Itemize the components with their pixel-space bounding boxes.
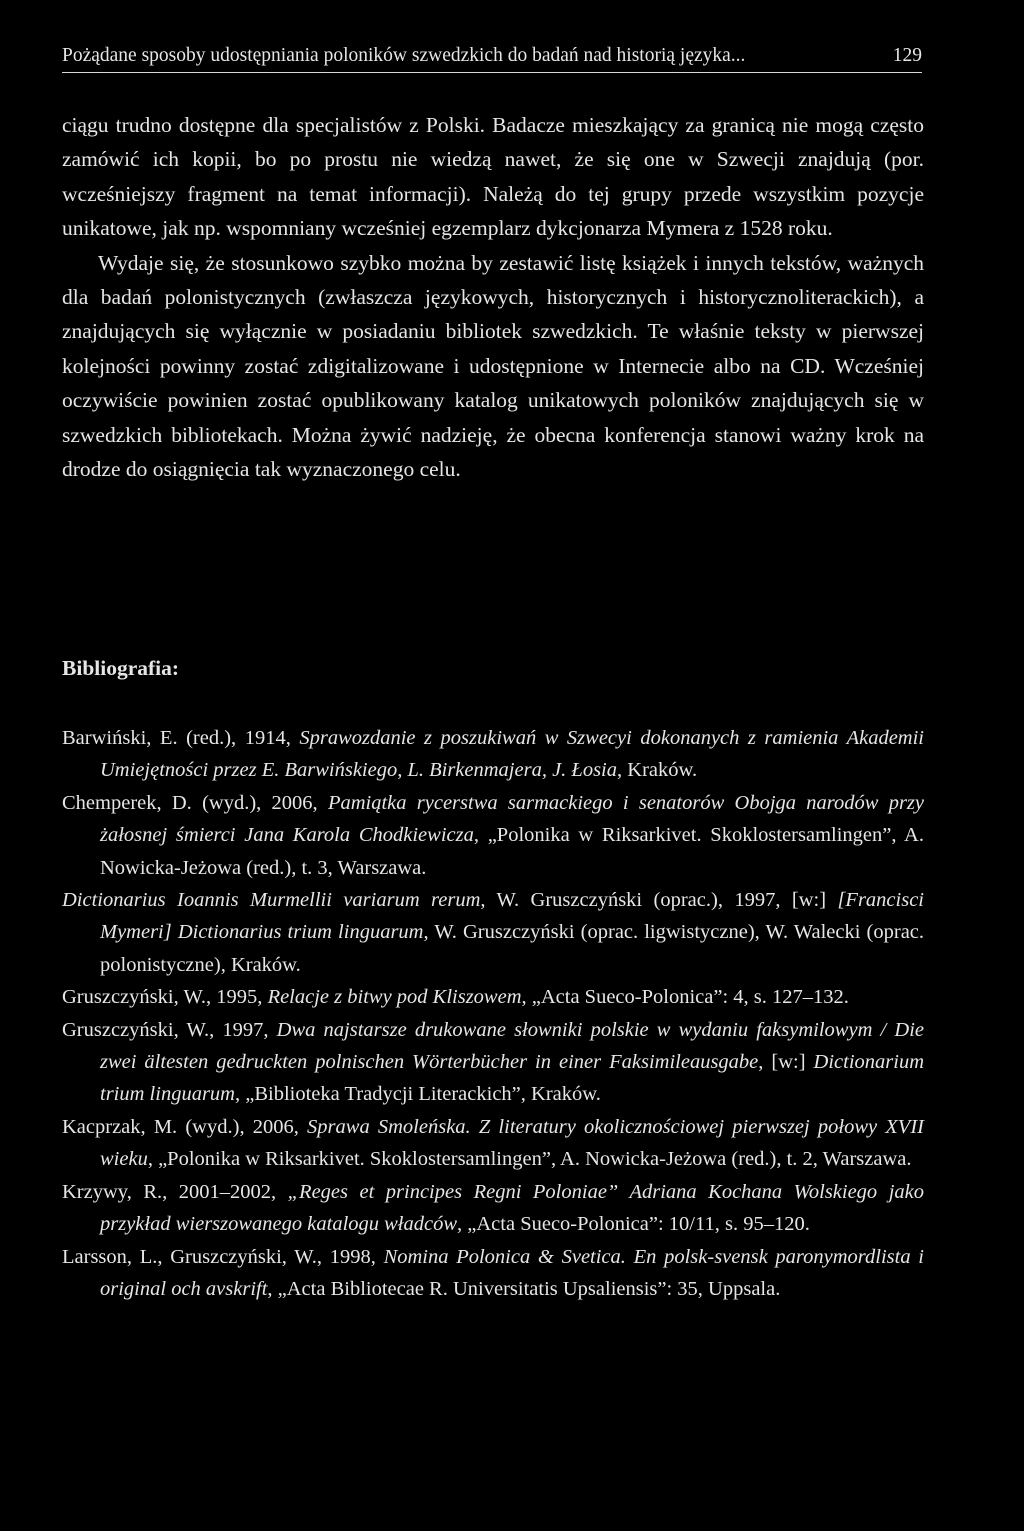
- entry-title-italic: [Francisci Mymeri] Dictionarius trium linguarum: [100, 889, 924, 944]
- entry-text: , [w:]: [758, 1051, 814, 1074]
- entry-text: , W. Gruszczyński (oprac.), 1997, [w:]: [480, 889, 838, 912]
- entry-title-italic: Sprawa Smoleńska. Z literatury okolicznościowej pierwszej połowy XVII wieku: [100, 1115, 924, 1171]
- entry-text: , „Acta Bibliotecae R. Universitatis Upsaliensis”: 35, Uppsala.: [267, 1277, 781, 1300]
- entry-text: Chemperek, D. (wyd.), 2006,: [62, 791, 328, 814]
- entry-title-italic: Nomina Polonica & Svetica. En polsk-svensk paronymordlista i original och avskrift: [100, 1245, 924, 1300]
- paragraph-continued: ciągu trudno dostępne dla specjalistów z Polski. Badacze mieszkający za granicą nie mogą często zamówić ich kopii, bo po prostu nie wiedzą nawet, że się one w Szwecji znajdują (por. wcześniejszy fragment na temat informacji). Należą do tej grupy przede wszystkim pozycje unikatowe, jak np. wspomniany wcześniej egzemplarz dykcjonarza Mymera z 1528 roku.: [62, 113, 924, 241]
- entry-text: , „Biblioteka Tradycji Literackich”, Kraków.: [234, 1083, 601, 1106]
- entry-text: , „Polonika w Riksarkivet. Skoklostersamlingen”, A. Nowicka-Jeżowa (red.), t. 2, Warszawa.: [147, 1148, 912, 1171]
- entry-text: Krzywy, R., 2001–2002,: [62, 1180, 288, 1203]
- bibliography-entry: [62, 981, 924, 1013]
- entry-text: Barwiński, E. (red.), 1914,: [62, 727, 300, 749]
- bibliography-entry: [62, 1241, 924, 1306]
- page-number: 129: [892, 45, 922, 66]
- entry-text: , „Acta Sueco-Polonica”: 4, s. 127–132.: [521, 986, 849, 1009]
- entry-title-italic: Pamiątka rycerstwa sarmackiego i senatorów Obojga narodów przy żałosnej śmierci Jana Karola Chodkiewicza: [100, 791, 924, 847]
- running-header: [62, 40, 922, 73]
- entry-text: , W. Gruszczyński (oprac. ligwistyczne), W. Walecki (oprac. polonistyczne), Kraków.: [100, 921, 925, 976]
- entry-text: Larsson, L., Gruszczyński, W., 1998,: [62, 1245, 384, 1268]
- entry-title-italic: Dwa najstarsze drukowane słowniki polskie w wydaniu faksymilowym / Die zwei ältesten gedruckten polnischen Wörterbücher in einer Faksimileausgabe: [100, 1018, 924, 1074]
- entry-title-italic: Dictionarius Ioannis Murmellii variarum rerum: [62, 889, 481, 912]
- bibliography-list: [62, 722, 924, 1305]
- bibliography-entry: [62, 884, 924, 981]
- bibliography-entry: [62, 1111, 924, 1176]
- entry-text: Kacprzak, M. (wyd.), 2006,: [62, 1115, 308, 1138]
- bibliography-heading: Bibliografia:: [62, 656, 180, 680]
- paragraph: Wydaje się, że stosunkowo szybko można by zestawić listę książek i innych tekstów, ważnych dla badań polonistycznych (zwłaszcza językowych, historycznych i historycznoliterackich), a znajdujących się wyłącznie w posiadaniu bibliotek szwedzkich. Te właśnie teksty w pierwszej kolejności powinny zostać zdigitalizowane i udostępnione w Internecie albo na CD. Wcześniej oczywiście powinien zostać opublikowany katalog unikatowych poloników znajdujących się w szwedzkich bibliotekach. Można żywić nadzieję, że obecna konferencja stanowi ważny krok na drodze do osiągnięcia tak wyznaczonego celu.: [62, 250, 924, 482]
- bibliography-entry: [62, 787, 924, 884]
- entry-text: , „Acta Sueco-Polonica”: 10/11, s. 95–120.: [457, 1213, 810, 1236]
- bibliography-entry: [62, 722, 924, 787]
- main-text: [62, 108, 924, 486]
- bibliography-entry: [62, 1014, 924, 1111]
- entry-title-italic: Dictionarium trium linguarum: [100, 1051, 925, 1106]
- entry-text: , „Polonika w Riksarkivet. Skoklostersamlingen”, A. Nowicka-Jeżowa (red.), t. 3, Warszawa.: [100, 824, 924, 879]
- running-title: Pożądane sposoby udostępniania poloników szwedzkich do badań nad historią języka...: [62, 45, 746, 66]
- entry-text: , Kraków.: [617, 759, 698, 782]
- entry-text: Gruszczyński, W., 1995,: [62, 986, 268, 1009]
- entry-title-italic: Relacje z bitwy pod Kliszowem: [267, 986, 522, 1009]
- bibliography-entry: [62, 1176, 924, 1241]
- entry-title-italic: Sprawozdanie z poszukiwań w Szwecyi dokonanych z ramienia Akademii Umiejętności przez E. Barwińskiego, L. Birkenmajera, J. Łosia: [100, 727, 925, 782]
- entry-text: Gruszczyński, W., 1997,: [62, 1018, 277, 1041]
- entry-title-italic: „Reges et principes Regni Poloniae” Adriana Kochana Wolskiego jako przykład wierszowanego katalogu władców: [100, 1180, 924, 1236]
